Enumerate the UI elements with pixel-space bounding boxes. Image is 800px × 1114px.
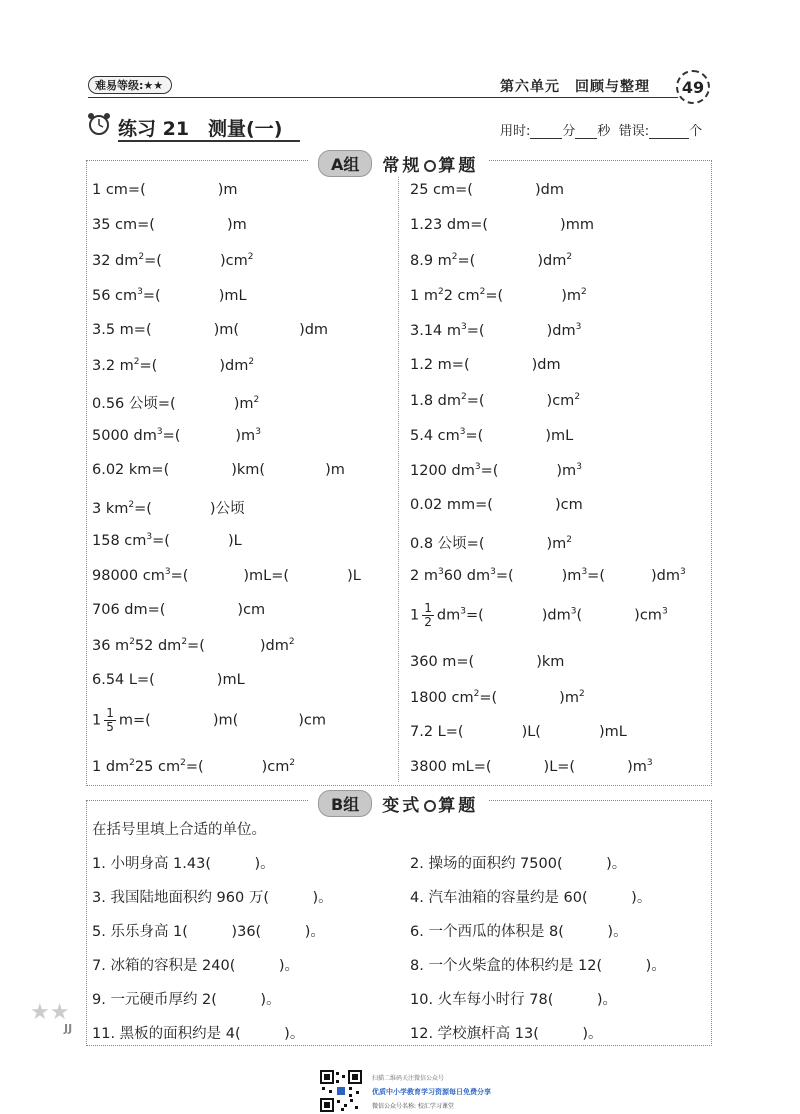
- error-label: 错误:: [618, 124, 650, 139]
- a-right-row-9: 1200 $dm^3=$( )$m^3$: [410, 462, 582, 479]
- a-left-row-13: 706 dm=( )cm: [92, 602, 266, 618]
- question-3: 3. 我国陆地面积约 960 万( )。: [92, 890, 333, 906]
- count-unit-label: 个: [689, 124, 703, 139]
- a-left-row-5: 3.5 m=( )m( )dm: [92, 322, 329, 338]
- a-left-row-7: 0.56 公顷=( )$m^2$: [92, 395, 260, 412]
- a-left-row-8: 5000 $dm^3=$( )$m^3$: [92, 427, 261, 444]
- title-underline: [118, 140, 300, 142]
- question-8: 8. 一个火柴盒的体积约是 12( )。: [410, 958, 666, 974]
- a-right-row-13: 1 $\frac{1}{2}$ $dm^3=$( )$dm^3$( )$cm^3$: [410, 601, 668, 629]
- page-number: 49: [676, 70, 710, 104]
- time-record-line: [500, 120, 702, 139]
- question-11: 11. 黑板的面积约是 4( )。: [92, 1026, 305, 1042]
- a-right-row-1: 25 cm=( )dm: [410, 182, 564, 198]
- a-right-row-11: 0.8 公顷=( )$m^2$: [410, 535, 573, 552]
- question-12: 12. 学校旗杆高 13( )。: [410, 1026, 603, 1042]
- section-b-pill: B组: [318, 790, 372, 817]
- a-left-row-2: 35 cm=( )m: [92, 217, 247, 233]
- question-10: 10. 火车每小时行 78( )。: [410, 992, 618, 1008]
- a-right-row-14: 360 m=( )km: [410, 654, 565, 670]
- question-9: 9. 一元硬币厚约 2( )。: [92, 992, 281, 1008]
- a-right-row-15: 1800 $cm^2=$( )$m^2$: [410, 689, 585, 706]
- a-left-row-1: 1 cm=( )m: [92, 182, 238, 198]
- a-right-row-5: 3.14 $m^3=$( )$dm^3$: [410, 322, 582, 339]
- circle-icon: [424, 800, 436, 812]
- seconds-label: 秒: [597, 124, 611, 139]
- circle-icon: [424, 160, 436, 172]
- a-left-row-3: 32 $dm^2=$( )$cm^2$: [92, 252, 254, 269]
- question-7: 7. 冰箱的容积是 240( )。: [92, 958, 300, 974]
- a-right-row-8: 5.4 $cm^3=$( )mL: [410, 427, 574, 444]
- a-left-row-6: 3.2 $m^2=$( )$dm^2$: [92, 357, 255, 374]
- corner-mark: JJ: [64, 1022, 73, 1035]
- section-b-instruction: 在括号里填上合适的单位。: [92, 822, 266, 838]
- question-2: 2. 操场的面积约 7500( )。: [410, 856, 627, 872]
- footer-account-text: 微信公众号名称: 校汇学习课堂: [372, 1103, 454, 1110]
- footer-scan-text: 扫描二维码关注微信公众号: [372, 1075, 445, 1082]
- a-left-row-11: 158 $cm^3=$( )L: [92, 532, 242, 549]
- a-right-row-7: 1.8 $dm^2=$( )$cm^2$: [410, 392, 581, 409]
- alarm-clock-icon: [86, 111, 112, 137]
- a-right-row-6: 1.2 m=( )dm: [410, 357, 561, 373]
- a-right-row-3: 8.9 $m^2=$( )$dm^2$: [410, 252, 573, 269]
- question-1: 1. 小明身高 1.43( )。: [92, 856, 275, 872]
- a-right-row-2: 1.23 dm=( )mm: [410, 217, 594, 233]
- question-4: 4. 汽车油箱的容量约是 60( )。: [410, 890, 652, 906]
- section-a-pill: A组: [318, 150, 372, 177]
- minutes-label: 分: [562, 124, 576, 139]
- unit-title: 第六单元 回顾与整理: [500, 79, 650, 95]
- section-a-title: 常规 算题: [382, 156, 479, 176]
- section-a-header: [308, 150, 488, 177]
- fraction-one-half: $\frac{1}{2}$: [424, 601, 432, 629]
- question-6: 6. 一个西瓜的体积是 8( )。: [410, 924, 628, 940]
- exercise-title: 练习 21 测量(一): [118, 118, 283, 140]
- a-left-row-10: 3 $km^2=$( )公顷: [92, 500, 245, 517]
- time-label: 用时:: [500, 124, 531, 139]
- fraction-one-fifth: $\frac{1}{5}$: [106, 706, 114, 734]
- a-left-row-4: 56 $cm^3=$( )mL: [92, 287, 247, 304]
- error-blank[interactable]: [649, 124, 689, 139]
- qr-code-icon: [320, 1070, 362, 1112]
- a-right-row-4: 1 $m^22$ $cm^2=$( )$m^2$: [410, 287, 587, 304]
- section-b-header: [308, 790, 488, 817]
- a-left-row-9: 6.02 km=( )km( )m: [92, 462, 345, 478]
- a-right-row-16: 7.2 L=( )L( )mL: [410, 724, 627, 740]
- minutes-blank[interactable]: [530, 124, 562, 139]
- question-5: 5. 乐乐身高 1( )36( )。: [92, 924, 325, 940]
- a-left-row-14: 36 $m^252$ $dm^2=$( )$dm^2$: [92, 637, 295, 654]
- a-right-row-12: 2 $m^360$ $dm^3=$( )$m^3=$( )$dm^3$: [410, 567, 686, 584]
- corner-stars-decoration: ★★: [30, 1000, 70, 1025]
- a-right-row-10: 0.02 mm=( )cm: [410, 497, 583, 513]
- a-right-row-17: 3800 mL=( )L=( )$m^3$: [410, 758, 653, 775]
- header-divider: [88, 97, 678, 98]
- a-left-row-17: 1 $dm^225$ $cm^2=$( )$cm^2$: [92, 758, 296, 775]
- footer-promo-text: 优质中小学教育学习资源每日免费分享: [372, 1088, 491, 1096]
- section-b-title: 变式 算题: [382, 796, 479, 816]
- a-left-row-15: 6.54 L=( )mL: [92, 672, 245, 688]
- a-left-row-16: 1 $\frac{1}{5}$ m=( )m( )cm: [92, 706, 327, 734]
- column-divider: [398, 164, 399, 782]
- a-left-row-12: 98000 $cm^3=$( )mL=( )L: [92, 567, 361, 584]
- seconds-blank[interactable]: [575, 124, 597, 139]
- difficulty-badge: 难易等级:★★: [88, 76, 172, 94]
